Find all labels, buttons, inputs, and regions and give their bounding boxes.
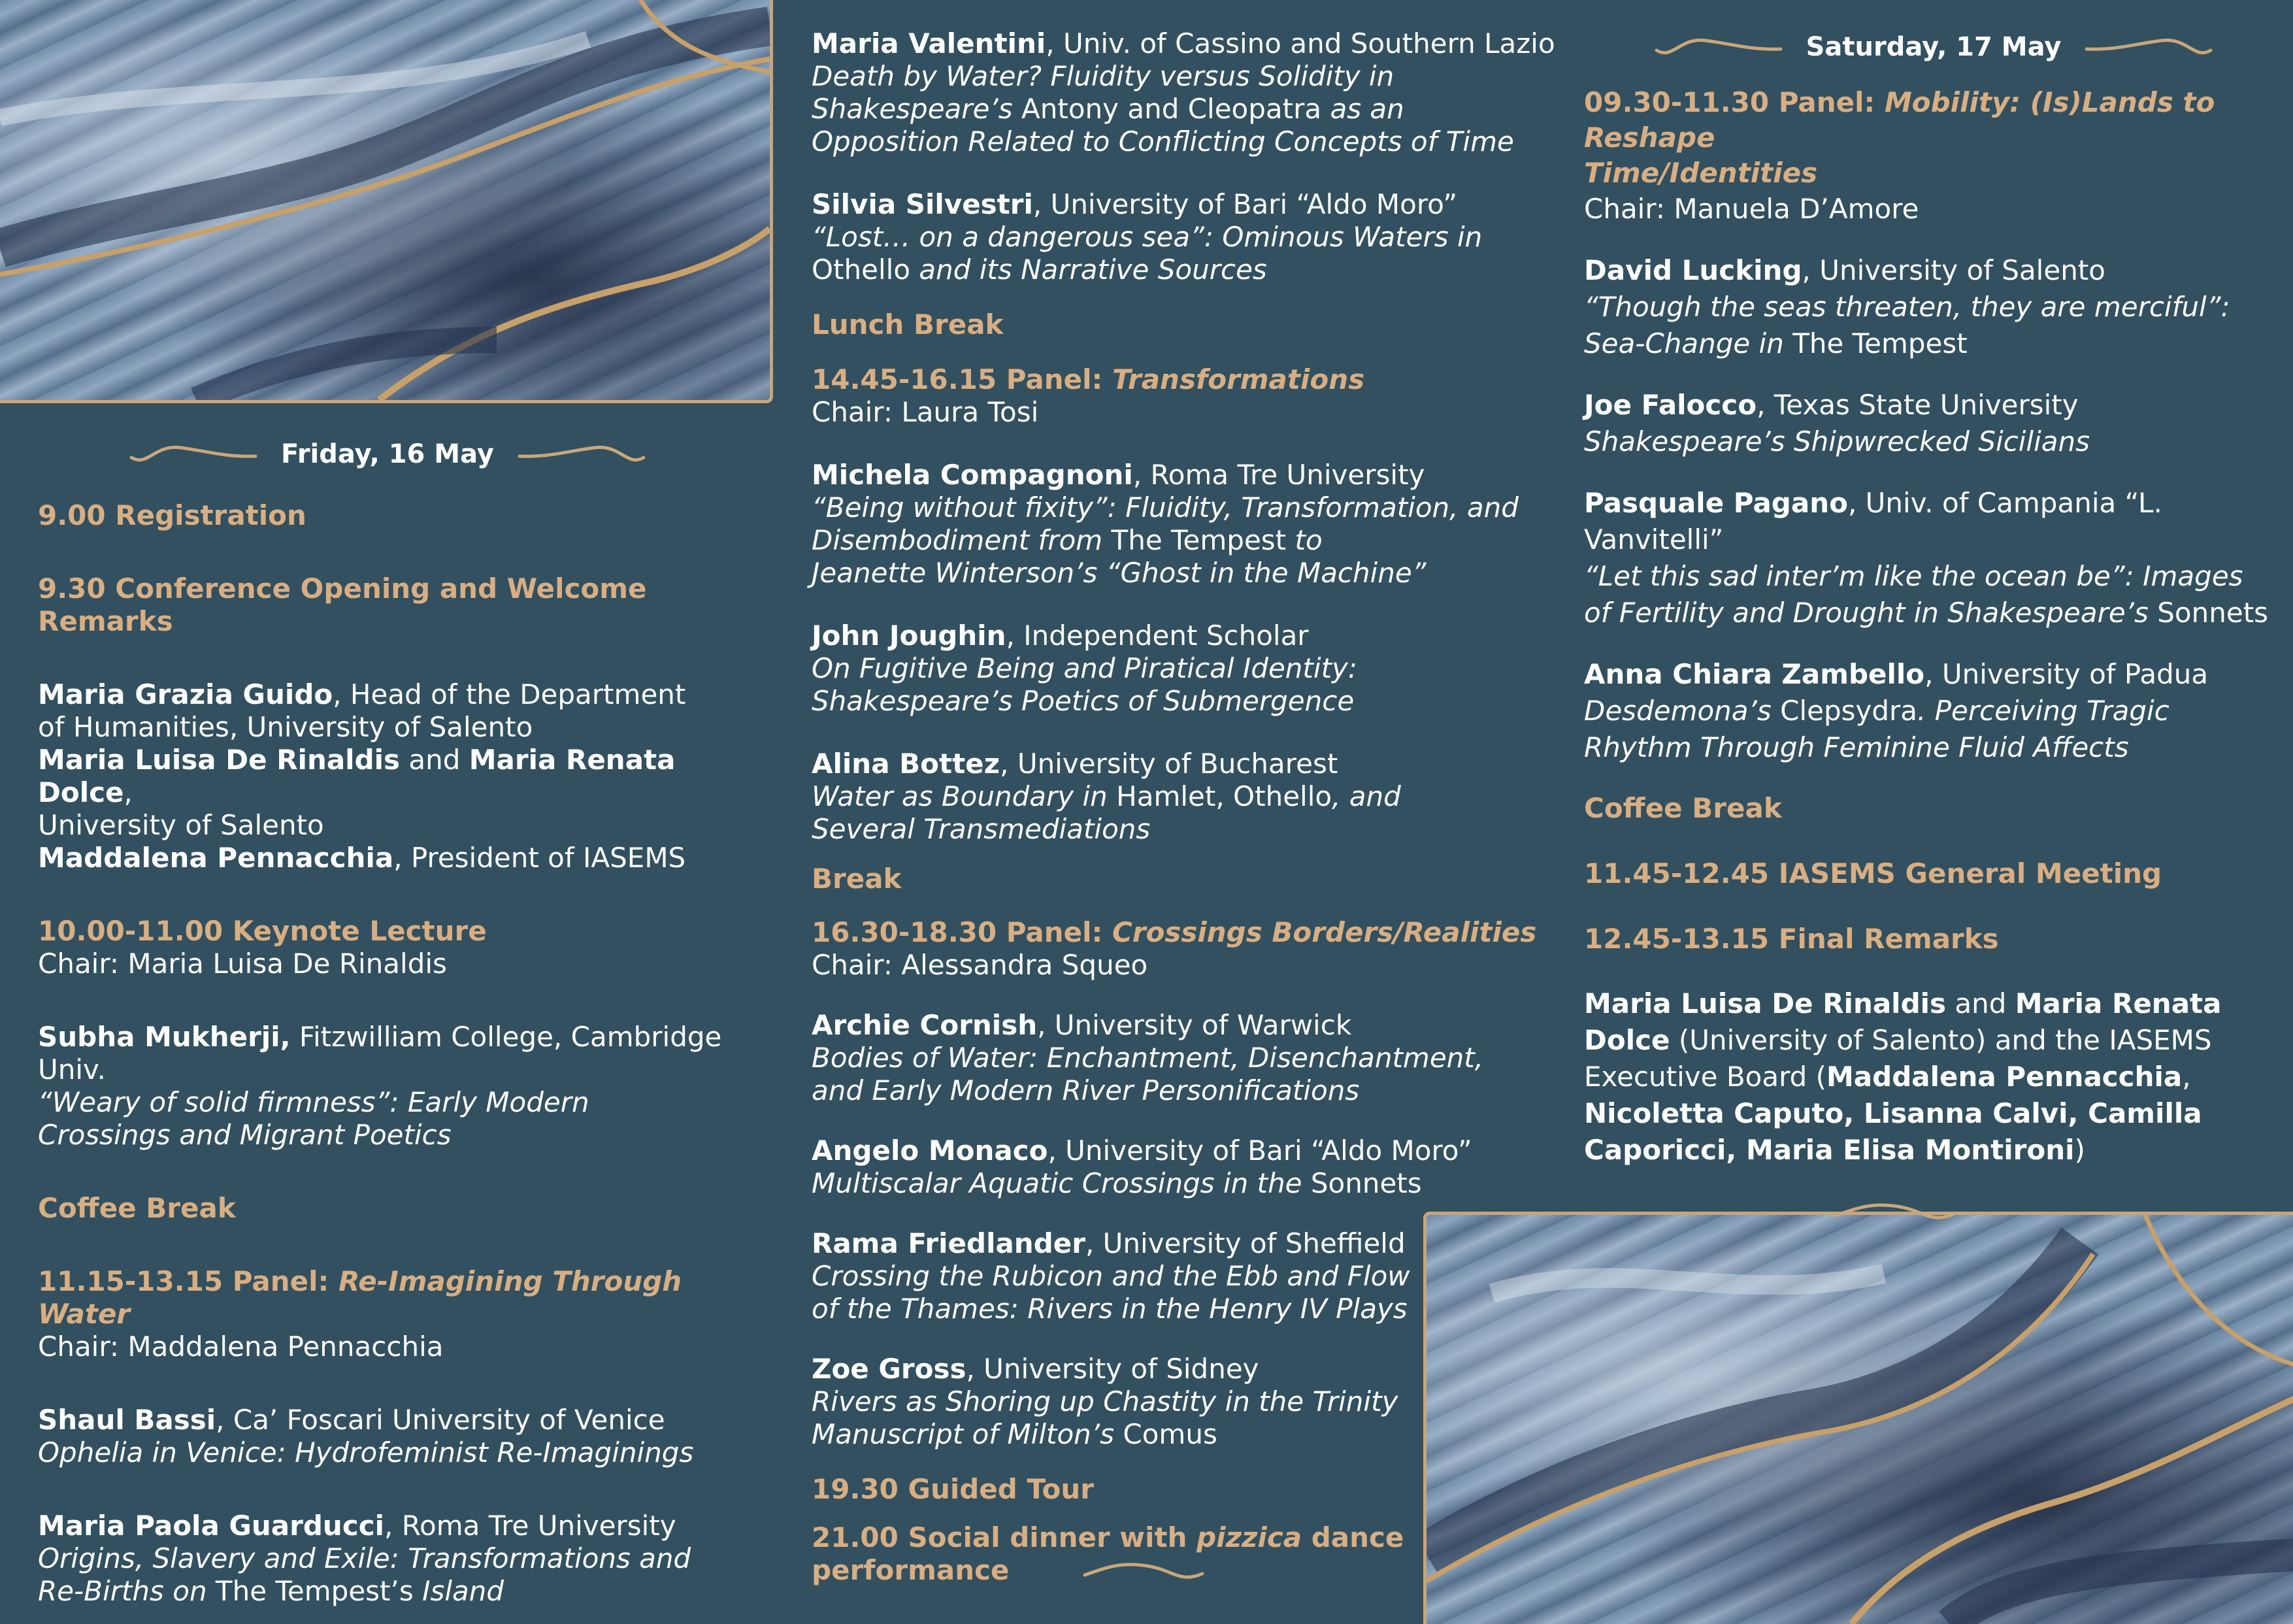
work-title: The Tempest [215,1575,391,1607]
talk-monaco [812,1135,1576,1200]
talk-title: Rhythm Through Feminine Fluid Affects [1584,731,2129,763]
speaker-affiliation: , University of Salento [1802,254,2105,286]
talk-valentini [812,27,1576,158]
coffee-break: Coffee Break [38,1192,236,1224]
dinner-text: dance [1302,1521,1404,1553]
saturday-header [1584,22,2283,72]
title-part: as an [1321,93,1404,125]
speaker-affiliation: , University of Bari “Aldo Moro” [1032,188,1458,220]
talk-title: “Lost… on a dangerous sea”: Ominous Waters in [812,221,1483,253]
punctuation: ) [2074,1134,2085,1166]
panel-heading [812,363,1576,396]
talk-title: Death by Water? Fluidity versus Solidity in [812,60,1394,92]
speaker-affiliation: , University of Sheffield [1085,1227,1406,1259]
swirl-ornament-left-icon [1653,31,1784,63]
speaker-name: Dolce [1584,1024,1670,1056]
work-title: The Tempest [1111,524,1287,556]
panel-time: 11.15-13.15 Panel: [38,1265,338,1297]
panel-time: 14.45-16.15 Panel: [812,363,1112,395]
title-part: to [1286,524,1323,556]
work-title: Clepsydra [1780,695,1918,727]
speaker-name: Rama Friedlander [812,1227,1085,1259]
talk-title: “Though the seas threaten, they are merciful”: [1584,291,2230,323]
speaker-name: Maddalena Pennacchia [1826,1061,2183,1093]
title-part: of Fertility and Drought in Shakespeare’s [1584,597,2158,629]
speaker-affiliation: , University of Sidney [966,1353,1259,1385]
title-part: Disembodiment from [812,524,1112,556]
talk-title [812,93,1576,125]
lunch-break: Lunch Break [812,308,1004,340]
panel-name: Crossings Borders/Realities [1112,916,1537,948]
title-part: Re-Births on [38,1575,216,1607]
talk-title [38,1575,763,1608]
keynote-heading: 10.00-11.00 Keynote Lecture [38,915,487,947]
work-title: Sonnets [1310,1167,1422,1199]
conjunction: and [400,744,469,776]
talk-title [812,524,1576,557]
title-part: Manuscript of Milton’s [812,1418,1123,1450]
speaker-affiliation: University of Salento [38,809,324,841]
social-dinner [812,1521,1576,1587]
coffee-break: Coffee Break [1584,792,1782,824]
work-title: Sonnets [2157,597,2269,629]
speaker-name: Nicoletta Caputo, Lisanna Calvi, Camilla [1584,1097,2202,1129]
title-part: Island [422,1575,504,1607]
panel-name: Time/Identities [1584,157,1818,189]
speaker-affiliation: (University of Salento) and the IASEMS [1670,1024,2212,1056]
swirl-ornament-icon [1832,1195,1963,1227]
talk-friedlander [812,1227,1576,1325]
final-remarks: 12.45-13.15 Final Remarks [1584,923,1999,955]
talk-title: On Fugitive Being and Piratical Identity: [812,652,1358,684]
speaker-affiliation: , Texas State University [1757,389,2079,421]
title-part: Water as Boundary in [812,780,1117,812]
dinner-text: performance [812,1554,1010,1586]
talk-silvestri [812,188,1576,286]
speaker-name: Maria Valentini [812,27,1046,59]
work-title: Comus [1123,1418,1217,1450]
speaker-name: Anna Chiara Zambello [1584,658,1925,690]
speaker-name: Alina Bottez [812,748,1000,780]
talk-title [812,254,1576,286]
talk-title: Bodies of Water: Enchantment, Disenchantment, [812,1042,1484,1074]
opening-item: 9.30 Conference Opening and Welcome Remarks [38,572,647,637]
speaker-name: Caporicci, Maria Elisa Montironi [1584,1134,2075,1166]
middle-column [812,27,1576,1587]
punctuation: , [124,776,133,808]
speaker-affiliation: , University of Padua [1924,658,2209,690]
panel-name: Transformations [1112,363,1365,395]
talk-title [812,1418,1576,1451]
speaker-name: Angelo Monaco [812,1135,1048,1167]
talk-title: Shakespeare’s Shipwrecked Sicilians [1584,425,2090,457]
dinner-text: 21.00 Social dinner with [812,1521,1197,1553]
speaker-name: Maria Renata Dolce [38,744,676,808]
speaker-affiliation: , Univ. of Cassino and Southern Lazio [1046,27,1555,59]
closing-ornament [1584,1195,2283,1227]
title-part: Desdemona’s [1584,695,1781,727]
panel-heading [38,1265,763,1331]
speaker-name: Subha Mukherji, [38,1021,291,1053]
title-part: and its Narrative Sources [910,254,1267,286]
talk-bottez [812,748,1576,846]
friday-title: Friday, 16 May [281,439,494,469]
talk-title [1584,595,2283,631]
work-title: Othello [1233,780,1332,812]
title-part: , and [1332,780,1401,812]
talk-title: and Early Modern River Personifications [812,1074,1360,1106]
speaker-name: Archie Cornish [812,1009,1038,1041]
speaker-affiliation: , Independent Scholar [1006,620,1309,652]
talk-title [812,1167,1576,1200]
title-part: Sea-Change in [1584,327,1793,359]
talk-title: Crossings and Migrant Poetics [38,1119,452,1151]
panel-heading [1584,85,2283,191]
speaker-name: Maria Luisa De Rinaldis [1584,987,1947,1019]
speaker-name: Pasquale Pagano [1584,487,1848,519]
speaker-name: Maddalena Pennacchia [38,842,394,874]
speaker-name: Shaul Bassi [38,1404,216,1436]
talk-title: Opposition Related to Conflicting Concepts of Time [812,125,1514,157]
title-part: Shakespeare’s [812,93,1021,125]
speaker-affiliation: , Ca’ Foscari University of Venice [216,1404,665,1436]
punctuation: , [2182,1061,2191,1093]
talk-title: Several Transmediations [812,813,1151,845]
saturday-column [1584,27,2283,1227]
final-remarks-speakers [1584,986,2283,1168]
talk-pagano [1584,485,2283,631]
friday-header [12,431,763,477]
talk-title: “Weary of solid firmness”: Early Modern [38,1086,589,1118]
talk-gross [812,1353,1576,1451]
talk-title: Ophelia in Venice: Hydrofeminist Re-Imaginings [38,1436,694,1468]
talk-title: Crossing the Rubicon and the Ebb and Flow [812,1260,1410,1292]
title-part: . Perceiving Tragic [1917,695,2169,727]
saturday-title: Saturday, 17 May [1806,32,2062,62]
panel-chair: Chair: Maddalena Pennacchia [38,1331,444,1363]
swirl-ornament-icon [1081,1554,1212,1587]
speaker-affiliation: , President of IASEMS [393,842,686,874]
panel-time: 09.30-11.30 Panel: [1584,86,1885,118]
speaker-affiliation: Fitzwilliam College, Cambridge Univ. [38,1021,722,1085]
talk-compagnoni [812,459,1576,589]
swirl-ornament-left-icon [128,438,259,471]
speaker-name: Zoe Gross [812,1353,966,1385]
talk-zambello [1584,656,2283,766]
guided-tour: 19.30 Guided Tour [812,1473,1095,1505]
title-part: Multiscalar Aquatic Crossings in the [812,1167,1311,1199]
speaker-affiliation: , Head of the Department [333,678,686,710]
talk-title [1584,693,2283,729]
panel-name: Mobility: (Is)Lands to Reshape [1584,86,2215,154]
talk-bassi [38,1404,763,1469]
break-item: Break [812,863,902,895]
conjunction: and [1946,987,2015,1019]
general-meeting: 11.45-12.45 IASEMS General Meeting [1584,857,2162,889]
talk-title: “Being without fixity”: Fluidity, Transformation, and [812,491,1519,523]
dinner-text: pizzica [1196,1521,1302,1553]
panel-name: Re-Imagining Through Water [38,1265,682,1330]
speaker-affiliation: , University of Bari “Aldo Moro” [1048,1135,1472,1167]
friday-column [38,431,763,1608]
speaker-affiliation: , Univ. of Campania “L. Vanvitelli” [1584,487,2162,555]
speaker-affiliation: , University of Warwick [1037,1009,1352,1041]
marble-image-top [0,0,773,403]
speaker-affiliation: of Humanities, University of Salento [38,711,533,743]
speaker-name: John Joughin [812,620,1006,652]
talk-falocco [1584,387,2283,460]
speaker-name: Joe Falocco [1584,389,1757,421]
talk-lucking [1584,252,2283,362]
speaker-name: Maria Luisa De Rinaldis [38,744,401,776]
speaker-affiliation: , University of Bucharest [1000,748,1338,780]
panel-chair: Chair: Alessandra Squeo [812,949,1148,981]
panel-heading [812,916,1576,949]
speaker-name: David Lucking [1584,254,1802,286]
work-title: Antony and Cleopatra [1021,93,1322,125]
panel-time: 16.30-18.30 Panel: [812,916,1112,948]
talk-title [1584,325,2283,362]
keynote-chair: Chair: Maria Luisa De Rinaldis [38,948,447,980]
talk-joughin [812,620,1576,718]
title-part: , [1215,780,1234,812]
speaker-name: Maria Renata [2015,987,2222,1019]
swirl-ornament-right-icon [2083,31,2214,63]
work-title: Hamlet [1116,780,1216,812]
speaker-name: Maria Grazia Guido [38,678,333,710]
speaker-name: Maria Paola Guarducci [38,1510,385,1542]
speaker-name: Silvia Silvestri [812,188,1033,220]
swirl-ornament-right-icon [516,438,647,471]
registration-item: 9.00 Registration [38,499,306,531]
talk-title: Shakespeare’s Poetics of Submergence [812,685,1355,717]
panel-chair: Chair: Manuela D’Amore [1584,193,1919,225]
talk-title: Jeanette Winterson’s “Ghost in the Machine” [812,557,1427,589]
talk-title [812,780,1576,813]
welcome-speakers [38,678,763,874]
board-text: Executive Board ( [1584,1061,1827,1093]
talk-cornish [812,1009,1576,1107]
work-title: Othello [812,254,911,286]
talk-title: Origins, Slavery and Exile: Transformations and [38,1542,691,1574]
speaker-affiliation: , Roma Tre University [1132,459,1425,491]
speaker-affiliation: , Roma Tre University [384,1510,676,1542]
speaker-name: Michela Compagnoni [812,459,1133,491]
keynote-talk [38,1021,763,1152]
panel-chair: Chair: Laura Tosi [812,396,1039,428]
talk-title: Rivers as Shoring up Chastity in the Trinity [812,1385,1398,1417]
title-part: ’s [390,1575,423,1607]
talk-title: “Let this sad inter’m like the ocean be”: Images [1584,560,2243,592]
talk-title: of the Thames: Rivers in the Henry IV Plays [812,1293,1408,1325]
talk-guarducci [38,1510,763,1608]
work-title: The Tempest [1792,327,1968,359]
